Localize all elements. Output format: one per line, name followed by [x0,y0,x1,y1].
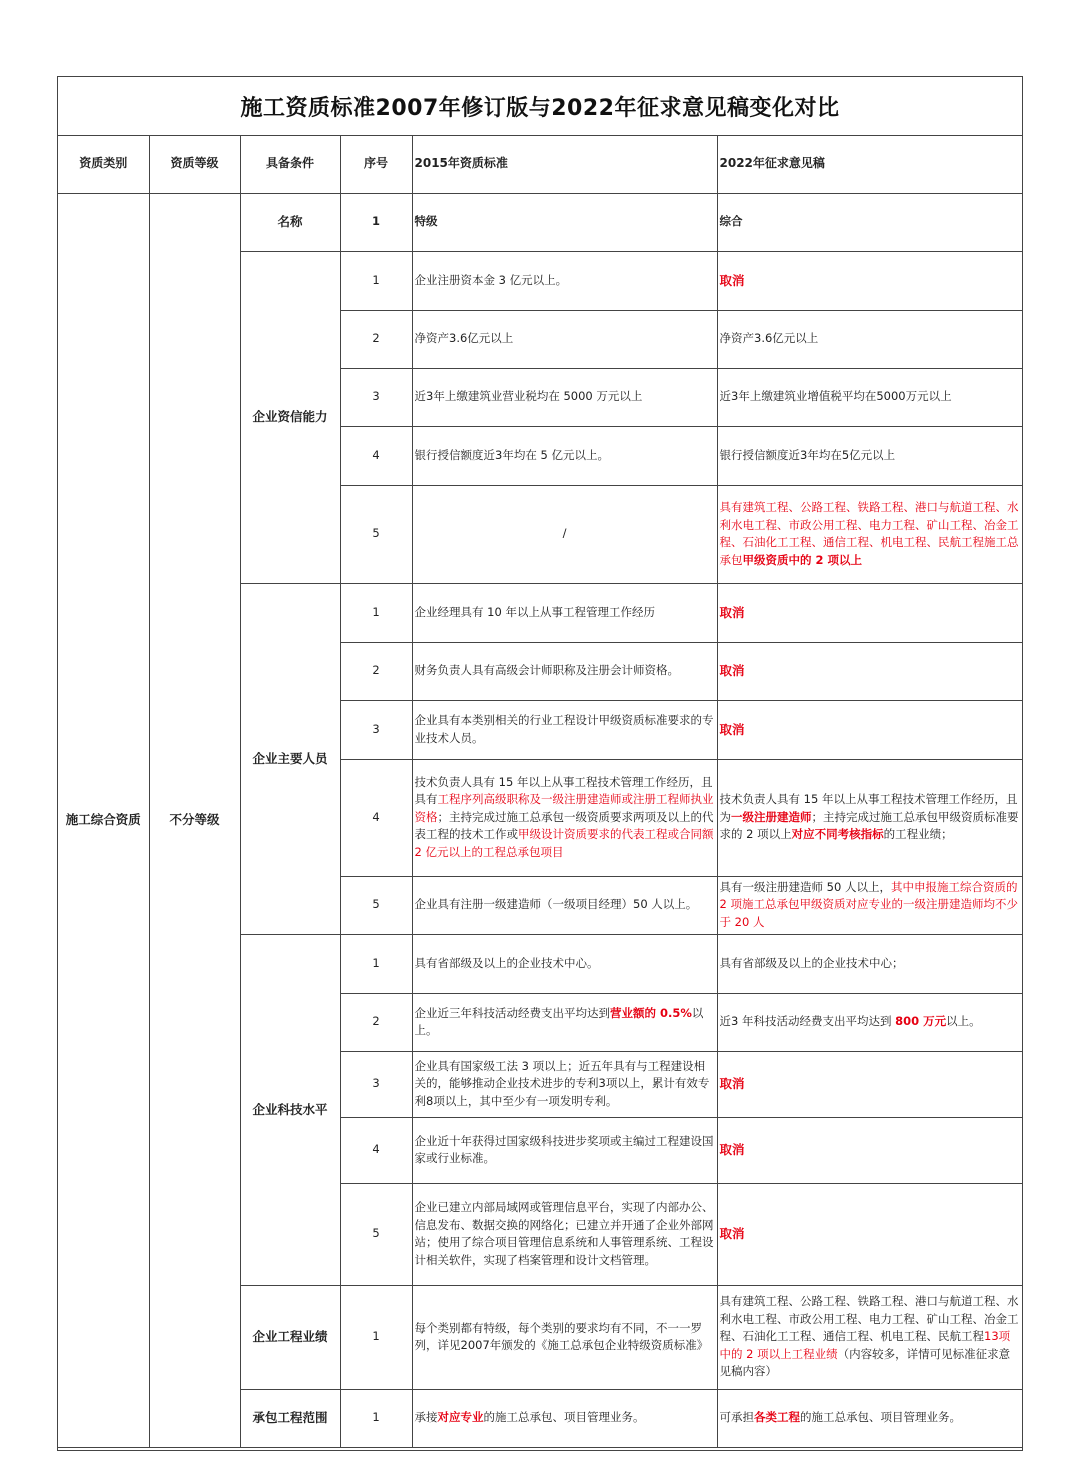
new-draft-cell: 综合 [717,193,1022,251]
old-standard-cell: 近3年上缴建筑业营业税均在 5000 万元以上 [412,368,717,426]
new-draft-cell: 近3年上缴建筑业增值税平均在5000万元以上 [717,368,1022,426]
header-type: 资质类别 [58,135,149,193]
new-draft-cell: 银行授信额度近3年均在5亿元以上 [717,426,1022,485]
plain-text: 以上。 [946,1014,981,1029]
highlight-text: 各类工程 [754,1410,800,1425]
plain-text: 具有一级注册建造师 50 人以上， [719,879,891,894]
header-grade: 资质等级 [149,135,240,193]
title-row [58,77,1022,136]
header-seq: 序号 [340,135,412,193]
old-standard-cell: 企业经理具有 10 年以上从事工程管理工作经历 [412,583,717,642]
seq-cell: 3 [340,700,412,759]
seq-cell: 2 [340,993,412,1051]
new-draft-cell: 取消 [717,1117,1022,1183]
highlight-text: 一级注册建造师 [731,809,812,824]
header-condition: 具备条件 [240,135,340,193]
header-2015: 2015年资质标准 [412,135,717,193]
old-standard-cell: 净资产3.6亿元以上 [412,310,717,368]
old-standard-cell: 企业具有注册一级建造师（一级项目经理）50 人以上。 [412,876,717,934]
highlight-text: 对应不同考核指标 [791,827,884,842]
plain-text: 承接 [414,1410,438,1425]
old-standard-cell: 具有省部级及以上的企业技术中心。 [412,934,717,993]
highlight-text: 营业额的 0.5% [610,1005,692,1020]
new-draft-cell: 取消 [717,583,1022,642]
plain-text: 具有建筑工程、公路工程、铁路工程、港口与航道工程、水利水电工程、市政公用工程、电力工程、矿山工程、冶金工程、石油化工工程、通信工程、机电工程、民航工程 [719,1294,1019,1344]
seq-cell: 5 [340,1183,412,1285]
new-draft-cell [717,485,1022,583]
plain-text: 以上。 [414,1005,704,1037]
plain-text: 技术负责人具有 15 年以上从事工程技术管理工作经历，且为 [719,792,1018,824]
group-credit: 企业资信能力 [240,251,340,583]
old-standard-cell: 企业近十年获得过国家级科技进步奖项或主编过工程建设国家或行业标准。 [412,1117,717,1183]
new-draft-cell [717,1389,1022,1447]
seq-cell: 4 [340,426,412,485]
new-draft-cell: 取消 [717,251,1022,310]
seq-cell: 1 [340,1389,412,1447]
plain-text: 的施工总承包、项目管理业务。 [800,1410,961,1425]
highlight-text: 甲级资质中的 2 项以上 [742,552,863,567]
highlight-text: 工程序列高级职称及一级注册建造师或注册工程师执业资格 [414,792,714,824]
old-standard-cell: 企业具有国家级工法 3 项以上；近五年具有与工程建设相关的，能够推动企业技术进步的专利3项以上，累计有效专利8项以上，其中至少有一项发明专利。 [412,1051,717,1117]
seq-cell: 2 [340,310,412,368]
highlight-text: 对应专业 [437,1410,484,1425]
condition-name: 名称 [240,193,340,251]
seq-cell: 3 [340,368,412,426]
new-draft-cell: 取消 [717,642,1022,700]
old-standard-cell: 每个类别都有特级，每个类别的要求均有不同，不一一罗列，详见2007年颁发的《施工总承包企业特级资质标准》 [412,1285,717,1389]
old-standard-cell: 财务负责人具有高级会计师职称及注册会计师资格。 [412,642,717,700]
seq-cell: 1 [340,193,412,251]
plain-text: 技术负责人具有 15 年以上从事工程技术管理工作经历，且具有 [414,774,713,807]
seq-cell: 4 [340,1117,412,1183]
highlight-text: 13项中的 2 项以上工程业绩 [719,1329,1011,1361]
highlight-text: 甲级设计资质要求的代表工程或合同额 2 亿元以上的工程总承包项目 [414,827,714,859]
seq-cell: 1 [340,251,412,310]
header-2022: 2022年征求意见稿 [717,135,1022,193]
old-standard-cell: 企业具有本类别相关的行业工程设计甲级资质标准要求的专业技术人员。 [412,700,717,759]
plain-text: （内容较多，详情可见标准征求意见稿内容） [719,1346,1011,1379]
page-title: 施工资质标准2007年修订版与2022年征求意见稿变化对比 [240,95,840,121]
old-standard-cell [412,993,717,1051]
plain-text: 近3 年科技活动经费支出平均达到 [719,1014,896,1029]
new-draft-cell [717,759,1022,876]
new-draft-cell: 取消 [717,700,1022,759]
plain-text: 可承担 [719,1410,754,1425]
qualification-grade: 不分等级 [149,193,240,1447]
old-standard-cell [412,1389,717,1447]
highlight-text: 其中申报施工综合资质的 2 项施工总承包甲级资质对应专业的一级注册建造师均不少于 20 人 [719,879,1018,929]
plain-text: 的工程业绩； [883,827,953,842]
old-standard-cell: / [412,485,717,583]
new-draft-cell: 具有省部级及以上的企业技术中心； [717,934,1022,993]
seq-cell: 3 [340,1051,412,1117]
new-draft-cell: 取消 [717,1183,1022,1285]
comparison-sheet [57,76,1023,1451]
highlight-text: 具有建筑工程、公路工程、铁路工程、港口与航道工程、水利水电工程、市政公用工程、电力工程、矿山工程、冶金工程、石油化工工程、通信工程、机电工程、民航工程施工总承包 [719,500,1019,567]
highlight-text: 800 万元 [895,1014,947,1029]
seq-cell: 4 [340,759,412,876]
group-tech: 企业科技水平 [240,934,340,1285]
old-standard-cell: 银行授信额度近3年均在 5 亿元以上。 [412,426,717,485]
group-performance: 企业工程业绩 [240,1285,340,1389]
new-draft-cell [717,876,1022,934]
group-staff: 企业主要人员 [240,583,340,934]
seq-cell: 5 [340,485,412,583]
plain-text: ；主持完成过施工总承包一级资质要求两项及以上的代表工程的技术工作或 [414,809,714,842]
new-draft-cell [717,1285,1022,1389]
qualification-type: 施工综合资质 [58,193,149,1447]
seq-cell: 1 [340,934,412,993]
new-draft-cell: 净资产3.6亿元以上 [717,310,1022,368]
plain-text: ；主持完成过施工总承包甲级资质标准要求的 2 项以上 [719,809,1019,842]
old-standard-cell: 企业注册资本金 3 亿元以上。 [412,251,717,310]
seq-cell: 5 [340,876,412,934]
header-row [58,135,1022,193]
plain-text: 企业近三年科技活动经费支出平均达到 [414,1005,610,1020]
new-draft-cell: 取消 [717,1051,1022,1117]
seq-cell: 2 [340,642,412,700]
seq-cell: 1 [340,583,412,642]
old-standard-cell [412,759,717,876]
seq-cell: 1 [340,1285,412,1389]
old-standard-cell: 特级 [412,193,717,251]
table-row [58,193,1022,251]
plain-text: 的施工总承包、项目管理业务。 [483,1410,645,1425]
group-scope: 承包工程范围 [240,1389,340,1447]
old-standard-cell: 企业已建立内部局域网或管理信息平台，实现了内部办公、信息发布、数据交换的网络化；已建立并开通了企业外部网站；使用了综合项目管理信息系统和人事管理系统、工程设计相关软件，实现了档案管理和设计文档管理。 [412,1183,717,1285]
new-draft-cell [717,993,1022,1051]
comparison-table [58,135,1023,1448]
